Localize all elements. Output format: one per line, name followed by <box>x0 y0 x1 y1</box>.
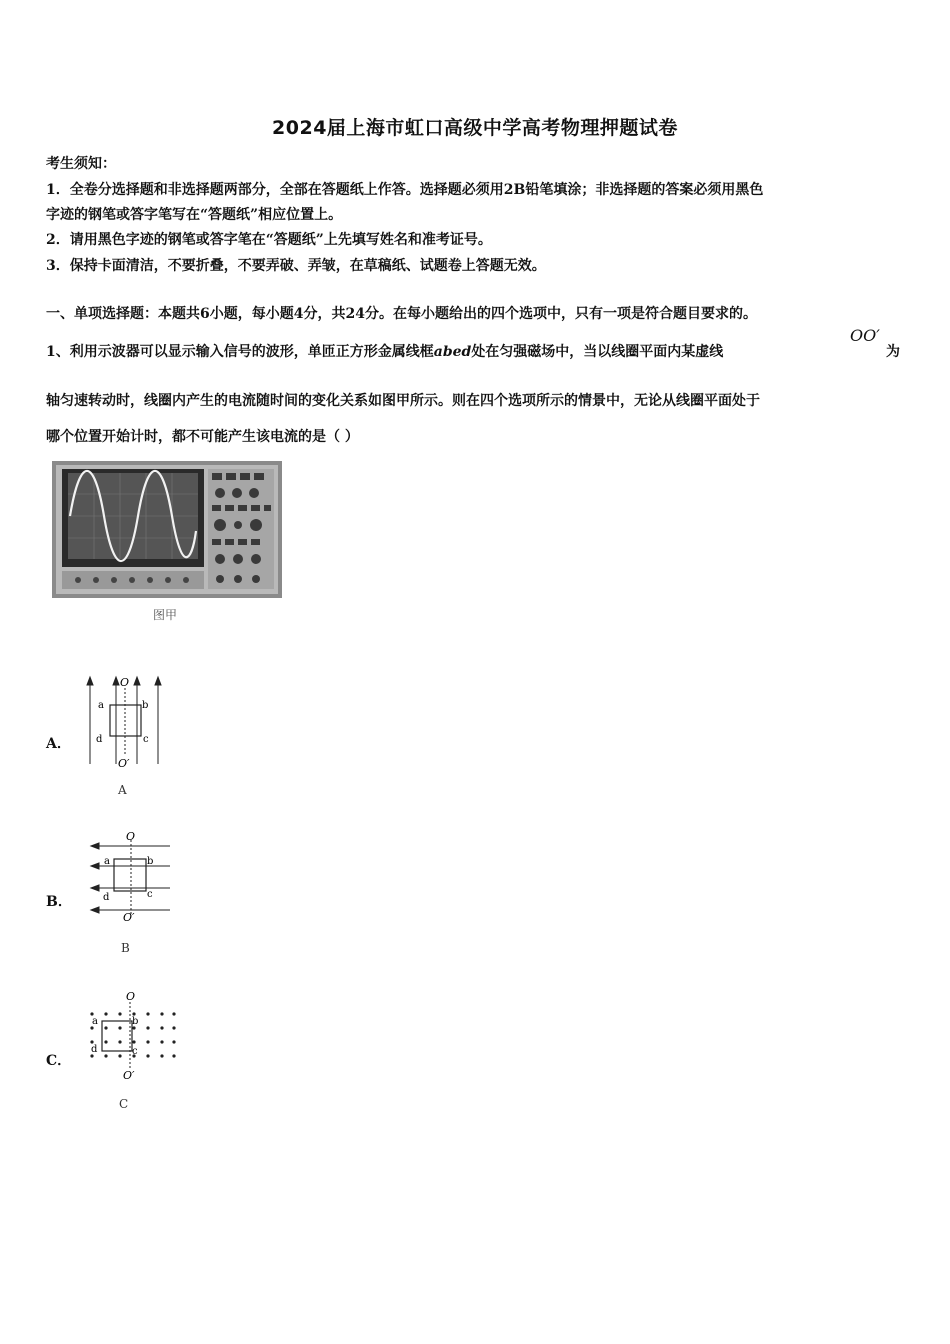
corner-c: c <box>132 1046 138 1057</box>
axis-o-prime-label: O′ <box>118 757 130 770</box>
notice-item-2: 2．请用黑色字迹的钢笔或答字笔在“答题纸”上先填写姓名和准考证号。 <box>46 232 492 248</box>
axis-o-prime-label: O′ <box>123 1069 135 1082</box>
axis-o-label: O <box>126 990 136 1003</box>
corner-d: d <box>91 1044 98 1055</box>
corner-b: b <box>147 856 154 867</box>
oscilloscope-figure <box>52 461 282 598</box>
axis-o-label: O <box>126 830 136 843</box>
corner-b: b <box>132 1016 139 1027</box>
notice-heading: 考生须知： <box>46 156 116 172</box>
notice-item-1-cont: 字迹的钢笔或答字笔写在“答题纸”相应位置上。 <box>46 207 343 223</box>
corner-a: a <box>92 1016 98 1027</box>
option-c-caption: C <box>119 1097 129 1111</box>
option-c-label[interactable]: C． <box>46 1053 72 1069</box>
option-b-label[interactable]: B． <box>46 894 72 910</box>
page-title: 2024届上海市虹口高级中学高考物理押题试卷 <box>272 117 678 139</box>
corner-a: a <box>104 856 110 867</box>
option-b-caption: B <box>121 941 130 955</box>
option-b-diagram <box>86 828 181 924</box>
figure-caption: 图甲 <box>153 608 178 622</box>
corner-a: a <box>98 700 104 711</box>
axis-o-label: O <box>120 676 130 689</box>
question-1-line-3: 哪个位置开始计时，都不可能产生该电流的是（ ） <box>46 429 359 445</box>
option-a-label[interactable]: A． <box>46 736 71 752</box>
frame-name: abed <box>433 344 472 360</box>
notice-item-1: 1．全卷分选择题和非选择题两部分，全部在答题纸上作答。选择题必须用2B铅笔填涂；非选择题的答案必须用黑色 <box>46 182 764 198</box>
corner-d: d <box>103 892 110 903</box>
corner-d: d <box>96 734 103 745</box>
question-1-line-2: 轴匀速转动时，线圈内产生的电流随时间的变化关系如图甲所示。则在四个选项所示的情景中，无论从线圈平面处于 <box>46 393 760 409</box>
axis-name: OO′ <box>850 326 880 345</box>
option-c-diagram <box>86 988 181 1082</box>
question-1-text-b: 处在匀强磁场中，当以线圈平面内某虚线 <box>471 344 724 360</box>
corner-c: c <box>143 734 149 745</box>
corner-b: b <box>142 700 149 711</box>
question-1-text-a: 1、利用示波器可以显示输入信号的波形，单匝正方形金属线框 <box>46 344 434 360</box>
option-a-diagram <box>80 672 175 772</box>
question-1-line-1 <box>46 341 723 361</box>
question-1-text-c: 为 <box>886 344 900 360</box>
section-heading: 一、单项选择题：本题共6小题，每小题4分，共24分。在每小题给出的四个选项中，只有一项是符合题目要求的。 <box>46 306 757 322</box>
axis-o-prime-label: O′ <box>123 911 135 924</box>
corner-c: c <box>147 889 153 900</box>
option-a-caption: A <box>118 783 127 797</box>
notice-item-3: 3．保持卡面清洁，不要折叠，不要弄破、弄皱，在草稿纸、试题卷上答题无效。 <box>46 258 546 274</box>
